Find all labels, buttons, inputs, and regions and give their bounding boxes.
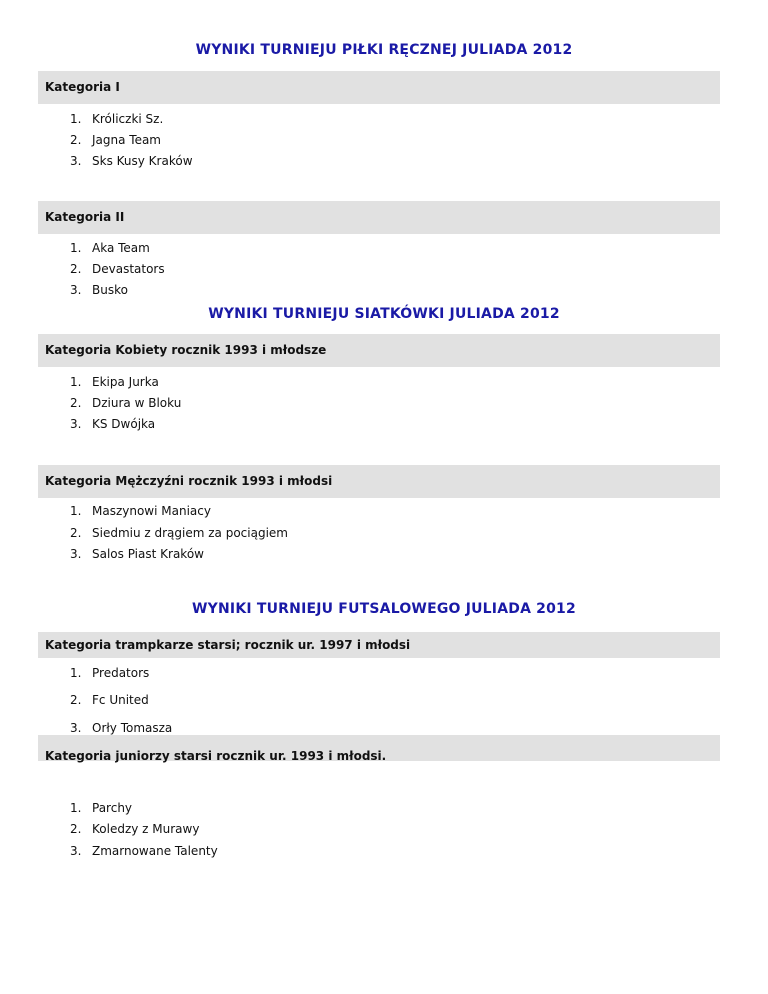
item-number: 3. bbox=[70, 844, 82, 858]
team-name: Jagna Team bbox=[92, 133, 161, 147]
item-number: 3. bbox=[70, 417, 82, 431]
category-header: Kategoria II bbox=[38, 201, 720, 234]
item-number: 3. bbox=[70, 721, 82, 735]
team-name: Salos Piast Kraków bbox=[92, 547, 204, 561]
list-item bbox=[70, 822, 199, 836]
item-number: 3. bbox=[70, 283, 82, 297]
category-header: Kategoria Mężczyźni rocznik 1993 i młodsi bbox=[38, 465, 720, 498]
list-item bbox=[70, 844, 218, 858]
item-number: 2. bbox=[70, 693, 82, 707]
list-item bbox=[70, 526, 288, 540]
team-name: Zmarnowane Talenty bbox=[92, 844, 218, 858]
list-item bbox=[70, 693, 149, 707]
list-item bbox=[70, 154, 193, 168]
item-number: 2. bbox=[70, 133, 82, 147]
team-name: Dziura w Bloku bbox=[92, 396, 182, 410]
team-name: Orły Tomasza bbox=[92, 721, 173, 735]
team-name: KS Dwójka bbox=[92, 417, 156, 431]
item-number: 1. bbox=[70, 801, 82, 815]
category-header: Kategoria juniorzy starsi rocznik ur. 1993 i młodsi. bbox=[38, 735, 720, 761]
item-number: 1. bbox=[70, 375, 82, 389]
section-title-futsal: WYNIKI TURNIEJU FUTSALOWEGO JULIADA 2012 bbox=[192, 601, 576, 617]
list-item bbox=[70, 112, 163, 126]
team-name: Króliczki Sz. bbox=[92, 112, 164, 126]
item-number: 1. bbox=[70, 666, 82, 680]
section-title-handball: WYNIKI TURNIEJU PIŁKI RĘCZNEJ JULIADA 2012 bbox=[195, 42, 573, 58]
item-number: 1. bbox=[70, 112, 82, 126]
item-number: 3. bbox=[70, 154, 82, 168]
list-item bbox=[70, 721, 172, 735]
team-name: Aka Team bbox=[92, 241, 150, 255]
category-header: Kategoria trampkarze starsi; rocznik ur. 1997 i młodsi bbox=[38, 632, 720, 658]
team-name: Siedmiu z drągiem za pociągiem bbox=[92, 526, 288, 540]
item-number: 1. bbox=[70, 504, 82, 518]
list-item bbox=[70, 133, 161, 147]
team-name: Maszynowi Maniacy bbox=[92, 504, 211, 518]
list-item bbox=[70, 666, 149, 680]
item-number: 2. bbox=[70, 396, 82, 410]
item-number: 2. bbox=[70, 822, 82, 836]
team-name: Sks Kusy Kraków bbox=[92, 154, 193, 168]
team-name: Fc United bbox=[92, 693, 149, 707]
list-item bbox=[70, 801, 132, 815]
list-item bbox=[70, 241, 150, 255]
category-header: Kategoria I bbox=[38, 71, 720, 104]
list-item bbox=[70, 547, 204, 561]
team-name: Devastators bbox=[92, 262, 165, 276]
section-title-volleyball: WYNIKI TURNIEJU SIATKÓWKI JULIADA 2012 bbox=[208, 306, 560, 322]
team-name: Busko bbox=[92, 283, 128, 297]
list-item bbox=[70, 417, 155, 431]
item-number: 1. bbox=[70, 241, 82, 255]
team-name: Ekipa Jurka bbox=[92, 375, 159, 389]
list-item bbox=[70, 504, 211, 518]
list-item bbox=[70, 396, 181, 410]
team-name: Koledzy z Murawy bbox=[92, 822, 200, 836]
list-item bbox=[70, 262, 165, 276]
list-item bbox=[70, 375, 159, 389]
team-name: Predators bbox=[92, 666, 150, 680]
list-item bbox=[70, 283, 128, 297]
item-number: 3. bbox=[70, 547, 82, 561]
item-number: 2. bbox=[70, 526, 82, 540]
item-number: 2. bbox=[70, 262, 82, 276]
team-name: Parchy bbox=[92, 801, 133, 815]
category-header: Kategoria Kobiety rocznik 1993 i młodsze bbox=[38, 334, 720, 367]
